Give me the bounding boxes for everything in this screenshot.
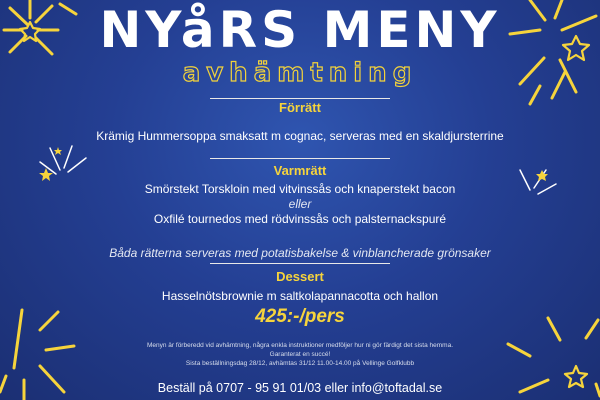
main-or: eller <box>288 197 312 211</box>
fine-print-1: Menyn är förberedd vid avhämtning, några enkla instruktioner medföljer hur ni gör färdigt det sista hemma. <box>146 342 454 349</box>
price: 425:-/pers <box>255 306 345 327</box>
divider <box>210 98 390 99</box>
main-sides: Båda rätterna serveras med potatisbakelse & vinblancherade grönsaker <box>109 246 491 260</box>
main-option-1: Smörstekt Torskloin med vitvinssås och knaperstekt bacon <box>144 182 456 196</box>
main-heading: Varmrätt <box>273 163 327 178</box>
main-option-2: Oxfilé tournedos med rödvinssås och palsternackspuré <box>153 212 447 226</box>
page-title: NYåRS MENY <box>99 1 501 59</box>
divider <box>210 263 390 264</box>
fine-print-2: Garanterat en succé! <box>269 351 331 358</box>
star-icon <box>54 147 62 155</box>
page-subtitle: avhämtning <box>182 58 418 88</box>
order-contact: Beställ på 0707 - 95 91 01/03 eller info@toftadal.se <box>157 381 443 395</box>
starter-dish: Krämig Hummersoppa smaksatt m cognac, serveras med en skaldjursterrine <box>96 129 504 143</box>
dessert-dish: Hasselnötsbrownie m saltkolapannacotta och hallon <box>161 289 439 303</box>
starter-heading: Förrätt <box>279 100 321 115</box>
fine-print-3: Sista beställningsdag 28/12, avhämtas 31/12 11.00-14.00 på Vellinge Golfklubb <box>185 360 415 367</box>
divider <box>210 158 390 159</box>
dessert-heading: Dessert <box>276 269 324 284</box>
